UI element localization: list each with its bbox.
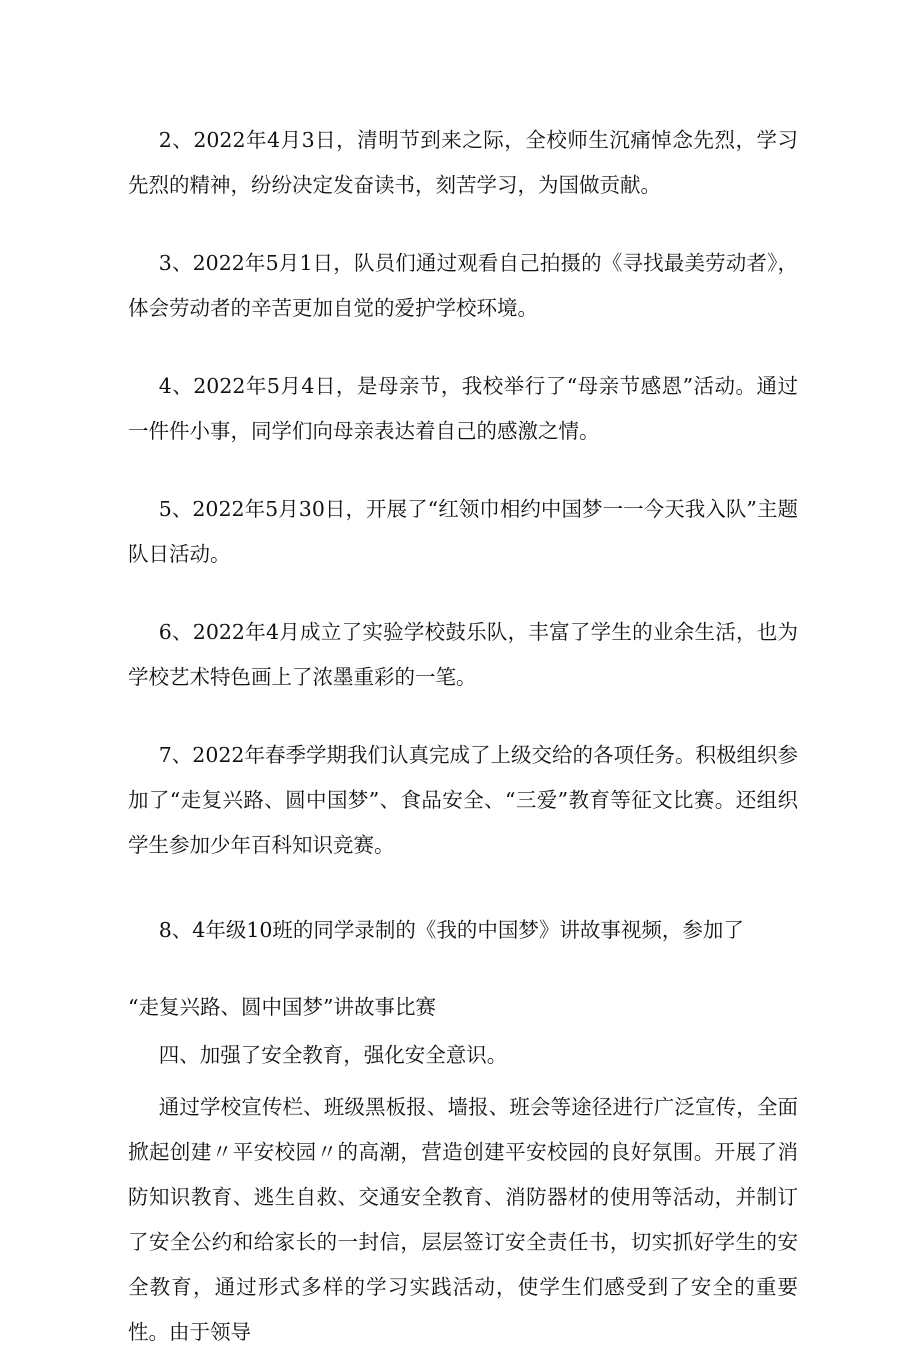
paragraph-item-8: 8、4年级10班的同学录制的《我的中国梦》讲故事视频，参加了 xyxy=(158,918,744,942)
section-heading-4: 四、加强了安全教育，强化安全意识。 xyxy=(158,1043,508,1067)
paragraph-item-5: 5、2022年5月30日，开展了“红领巾相约中国梦一一今天我入队”主题队日活动。 xyxy=(128,497,798,566)
paragraph-item-3: 3、2022年5月1日，队员们通过观看自己拍摄的《寻找最美劳动者》，体会劳动者的辛苦更加自觉的爱护学校环境。 xyxy=(128,251,798,320)
paragraph-safety-education: 通过学校宣传栏、班级黑板报、墙报、班会等途径进行广泛宣传，全面掀起创建〃平安校园〃的高潮，营造创建平安校园的良好氛围。开展了消防知识教育、逃生自救、交通安全教育、消防器材的使用等活动，并制订了安全公约和给家长的一封信，层层签订安全责任书，切实抓好学生的安全教育，通过形式多样的学习实践活动，使学生们感受到了安全的重要性。由于领导 xyxy=(128,1095,798,1344)
paragraph-item-4: 4、2022年5月4日，是母亲节，我校举行了“母亲节感恩”活动。通过一件件小事，同学们向母亲表达着自己的感激之情。 xyxy=(128,374,798,443)
paragraph-item-6: 6、2022年4月成立了实验学校鼓乐队，丰富了学生的业余生活，也为学校艺术特色画上了浓墨重彩的一笔。 xyxy=(128,620,798,689)
paragraph-item-8-continued: “走复兴路、圆中国梦”讲故事比赛 xyxy=(128,995,436,1019)
paragraph-item-7: 7、2022年春季学期我们认真完成了上级交给的各项任务。积极组织参加了“走复兴路、圆中国梦”、食品安全、“三爱”教育等征文比赛。还组织学生参加少年百科知识竞赛。 xyxy=(128,743,798,857)
paragraph-item-2: 2、2022年4月3日，清明节到来之际，全校师生沉痛悼念先烈，学习先烈的精神，纷纷决定发奋读书，刻苦学习，为国做贡献。 xyxy=(128,128,798,197)
